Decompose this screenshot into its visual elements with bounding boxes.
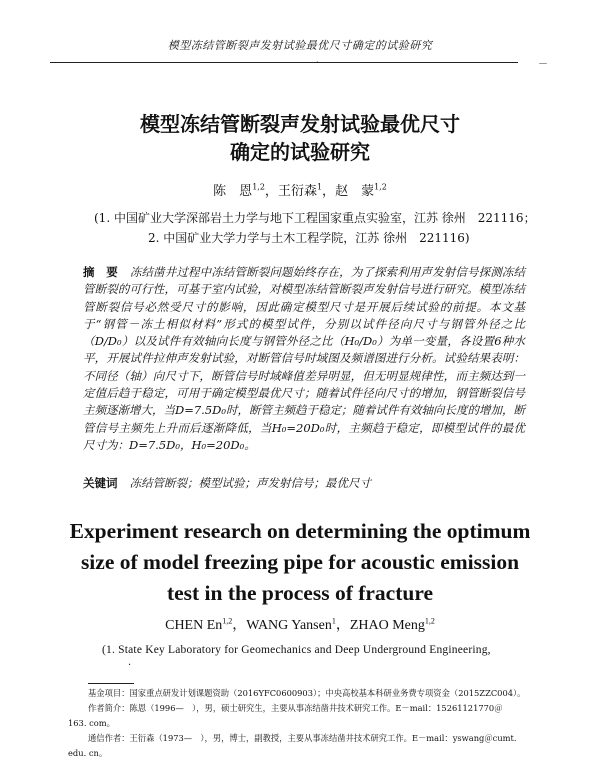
author-en-sep2: ， [335, 618, 350, 633]
footnote-corresponding-cont: edu. cn。 [68, 748, 108, 758]
affiliation-zh-2: 2. 中国矿业大学力学与土木工程学院，江苏 徐州 221116) [148, 231, 470, 245]
footnote-fund: 基金项目：国家重点研发计划课题资助（2016YFC0600903）；中央高校基本科研业务费专项资金（2015ZZC004）。 [88, 688, 526, 698]
footnote-author-cont: 163. com。 [68, 718, 115, 728]
author-zh-wang: 王衍森 [277, 184, 317, 199]
authors-zh [0, 180, 600, 199]
keywords-zh-label: 关键词 [83, 476, 118, 490]
abstract-zh-label: 摘 要 [83, 265, 118, 279]
affiliation-en: (1. State Key Laboratory for Geomechanics and Deep Underground Engineering, [102, 644, 491, 656]
author-zh-sep1: ， [264, 184, 278, 199]
header-dash: － [538, 59, 548, 70]
header-rule [50, 62, 518, 63]
footnotes [68, 686, 528, 761]
affiliations-zh [94, 208, 564, 248]
affiliation-zh-1: (1. 中国矿业大学深部岩土力学与地下工程国家重点实验室，江苏 徐州 221116； [94, 211, 536, 225]
author-en-chen-sup: 1,2 [222, 616, 233, 626]
author-zh-chen: 陈 恩 [213, 184, 253, 199]
keywords-zh-text: 冻结管断裂；模型试验；声发射信号；最优尺寸 [129, 476, 371, 490]
author-en-zhao: ZHAO Meng [349, 618, 425, 633]
abstract-zh [83, 264, 525, 454]
title-en [0, 516, 600, 609]
author-zh-zhao-sup: 1,2 [374, 182, 387, 192]
title-zh-line2: 确定的试验研究 [230, 140, 370, 164]
title-en-line3: test in the process of fracture [166, 581, 434, 605]
title-zh [0, 110, 600, 166]
authors-en [0, 614, 600, 634]
title-zh-line1: 模型冻结管断裂声发射试验最优尺寸 [140, 112, 460, 136]
author-zh-sep2: ， [322, 184, 336, 199]
author-zh-wang-sup: 1 [316, 182, 323, 192]
title-en-line1: Experiment research on determining the optimum [69, 519, 531, 543]
keywords-zh [83, 475, 371, 491]
author-en-wang: WANG Yansen [246, 618, 332, 633]
affiliation-dot: · [128, 660, 132, 671]
footnote-rule [88, 683, 134, 684]
author-zh-zhao: 赵 蒙 [335, 184, 375, 199]
abstract-zh-text: 冻结凿井过程中冻结管断裂问题始终存在，为了探索利用声发射信号探测冻结管断裂的可行性，可基于室内试验，对模型冻结管断裂声发射信号进行研究。模型冻结管断裂信号必然受尺寸的影响，因此确定模型尺寸是开展后续试验的前提。本文基于“钢管－冻土相似材料”形式的模型试件，分别以试件径向尺寸与钢管外径之比（D/D₀）以及试件有效轴向长度与钢管外径之比（H₀/D₀）为单一变量，各设置6种水平，开展试件拉伸声发射试验，对断管信号时域图及频谱图进行分析。试验结果表明：不同径（轴）向尺寸下，断管信号时域峰值差异明显，但无明显规律性，而主频达到一定值后趋于稳定，可用于确定模型最优尺寸；随着试件径向尺寸的增加，钢管断裂信号主频逐渐增大，当D=7.5D₀时，断管主频趋于稳定；随着试件有效轴向长度的增加，断管信号主频先上升而后逐渐降低，当H₀=20D₀时，主频趋于稳定，即模型试件的最优尺寸为：D=7.5D₀，H₀=20D₀。 [83, 265, 525, 452]
author-zh-chen-sup: 1,2 [252, 182, 265, 192]
running-head: 模型冻结管断裂声发射试验最优尺寸确定的试验研究 [167, 39, 433, 52]
footnote-author: 作者简介：陈恩（1996— ），男，硕士研究生，主要从事冻结凿井技术研究工作。E－mail：15261121770＠ [88, 703, 503, 713]
author-en-sep1: ， [232, 618, 247, 633]
author-en-zhao-sup: 1,2 [424, 616, 435, 626]
title-en-line2: size of model freezing pipe for acoustic emission [80, 550, 520, 574]
author-en-chen: CHEN En [165, 618, 223, 633]
author-en-wang-sup: 1 [331, 616, 336, 626]
footnote-corresponding: 通信作者：王衍森（1973— ），男，博士，副教授，主要从事冻结凿井技术研究工作。E－mail：yswang＠cumt. [88, 733, 517, 743]
header-mark: · [316, 58, 319, 67]
